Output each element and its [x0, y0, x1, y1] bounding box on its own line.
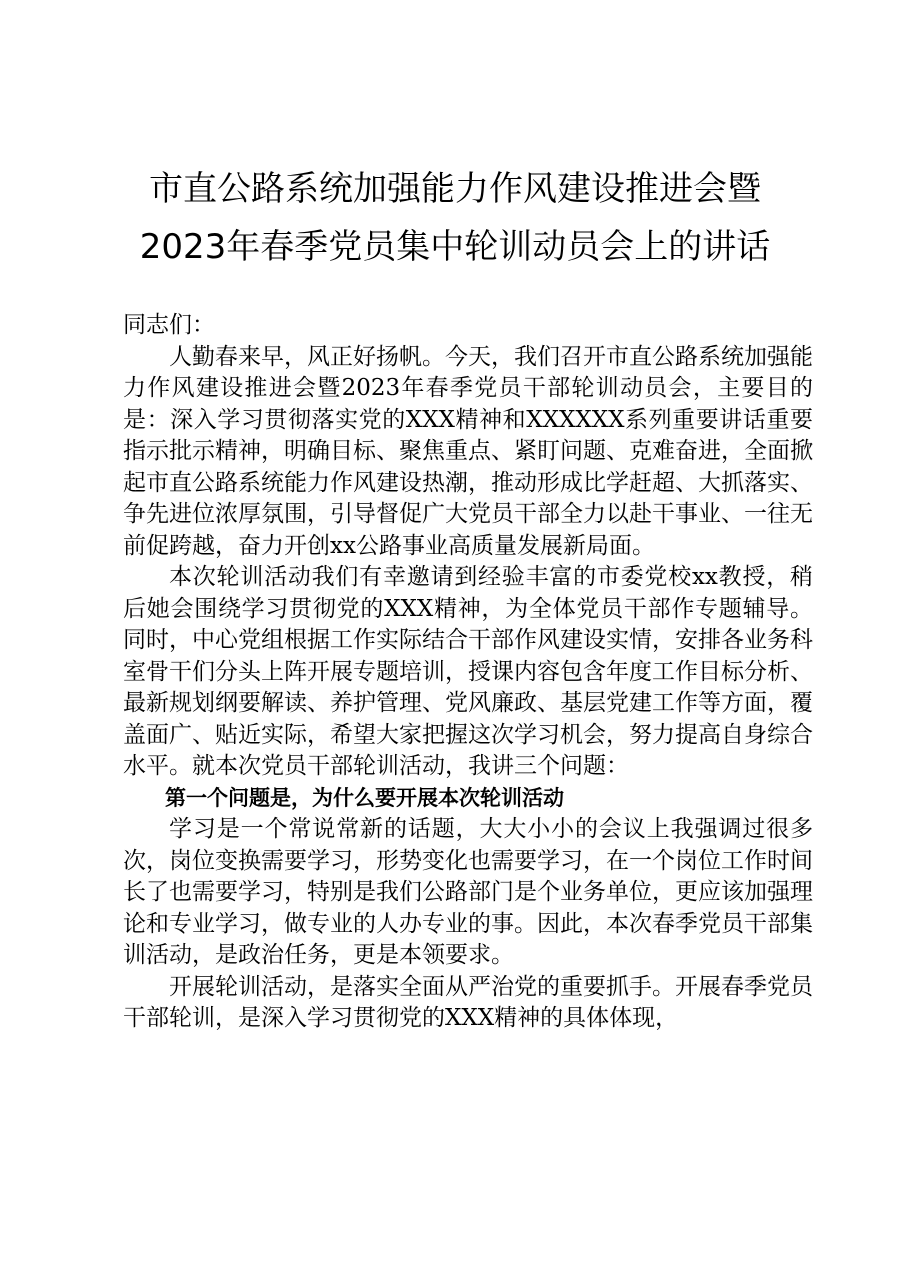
paragraph-learning: 学习是一个常说常新的话题，大大小小的会议上我强调过很多次，岗位变换需要学习，形势变化也需要学习，在一个岗位工作时间长了也需要学习，特别是我们公路部门是个业务单位，更应该加强理论和专业学习，做专业的人办专业的事。因此，本次春季党员干部集训活动，是政治任务，更是本领要求。: [123, 816, 813, 968]
paragraph-party-discipline: 开展轮训活动，是落实全面从严治党的重要抓手。开展春季党员干部轮训，是深入学习贯彻党的XXX精神的具体体现，: [123, 973, 813, 1031]
section-heading: 第一个问题是，为什么要开展本次轮训活动: [165, 785, 564, 810]
paragraph-opening: 人勤春来早，风正好扬帆。今天，我们召开市直公路系统加强能力作风建设推进会暨2023年春季党员干部轮训动员会，主要目的是：深入学习贯彻落实党的XXX精神和XXXXXX系列重要讲话重要指示批示精神，明确目标、聚焦重点、紧盯问题、克难奋进，全面掀起市直公路系统能力作风建设热潮，推动形成比学赶超、大抓落实、争先进位浓厚氛围，引导督促广大党员干部全力以赴干事业、一往无前促跨越，奋力开创xx公路事业高质量发展新局面。: [123, 343, 813, 559]
paragraph-training-intro: 本次轮训活动我们有幸邀请到经验丰富的市委党校xx教授，稍后她会围绕学习贯彻党的XXX精神，为全体党员干部作专题辅导。同时，中心党组根据工作实际结合干部作风建设实情，安排各业务科室骨干们分头上阵开展专题培训，授课内容包含年度工作目标分析、最新规划纲要解读、养护管理、党风廉政、基层党建工作等方面，覆盖面广、贴近实际，希望大家把握这次学习机会，努力提高自身综合水平。就本次党员干部轮训活动，我讲三个问题：: [123, 564, 813, 779]
salutation: 同志们：: [123, 312, 215, 338]
document-title: 市直公路系统加强能力作风建设推进会暨2023年春季党员集中轮训动员会上的讲话: [139, 169, 771, 267]
document-body: [123, 310, 813, 1035]
